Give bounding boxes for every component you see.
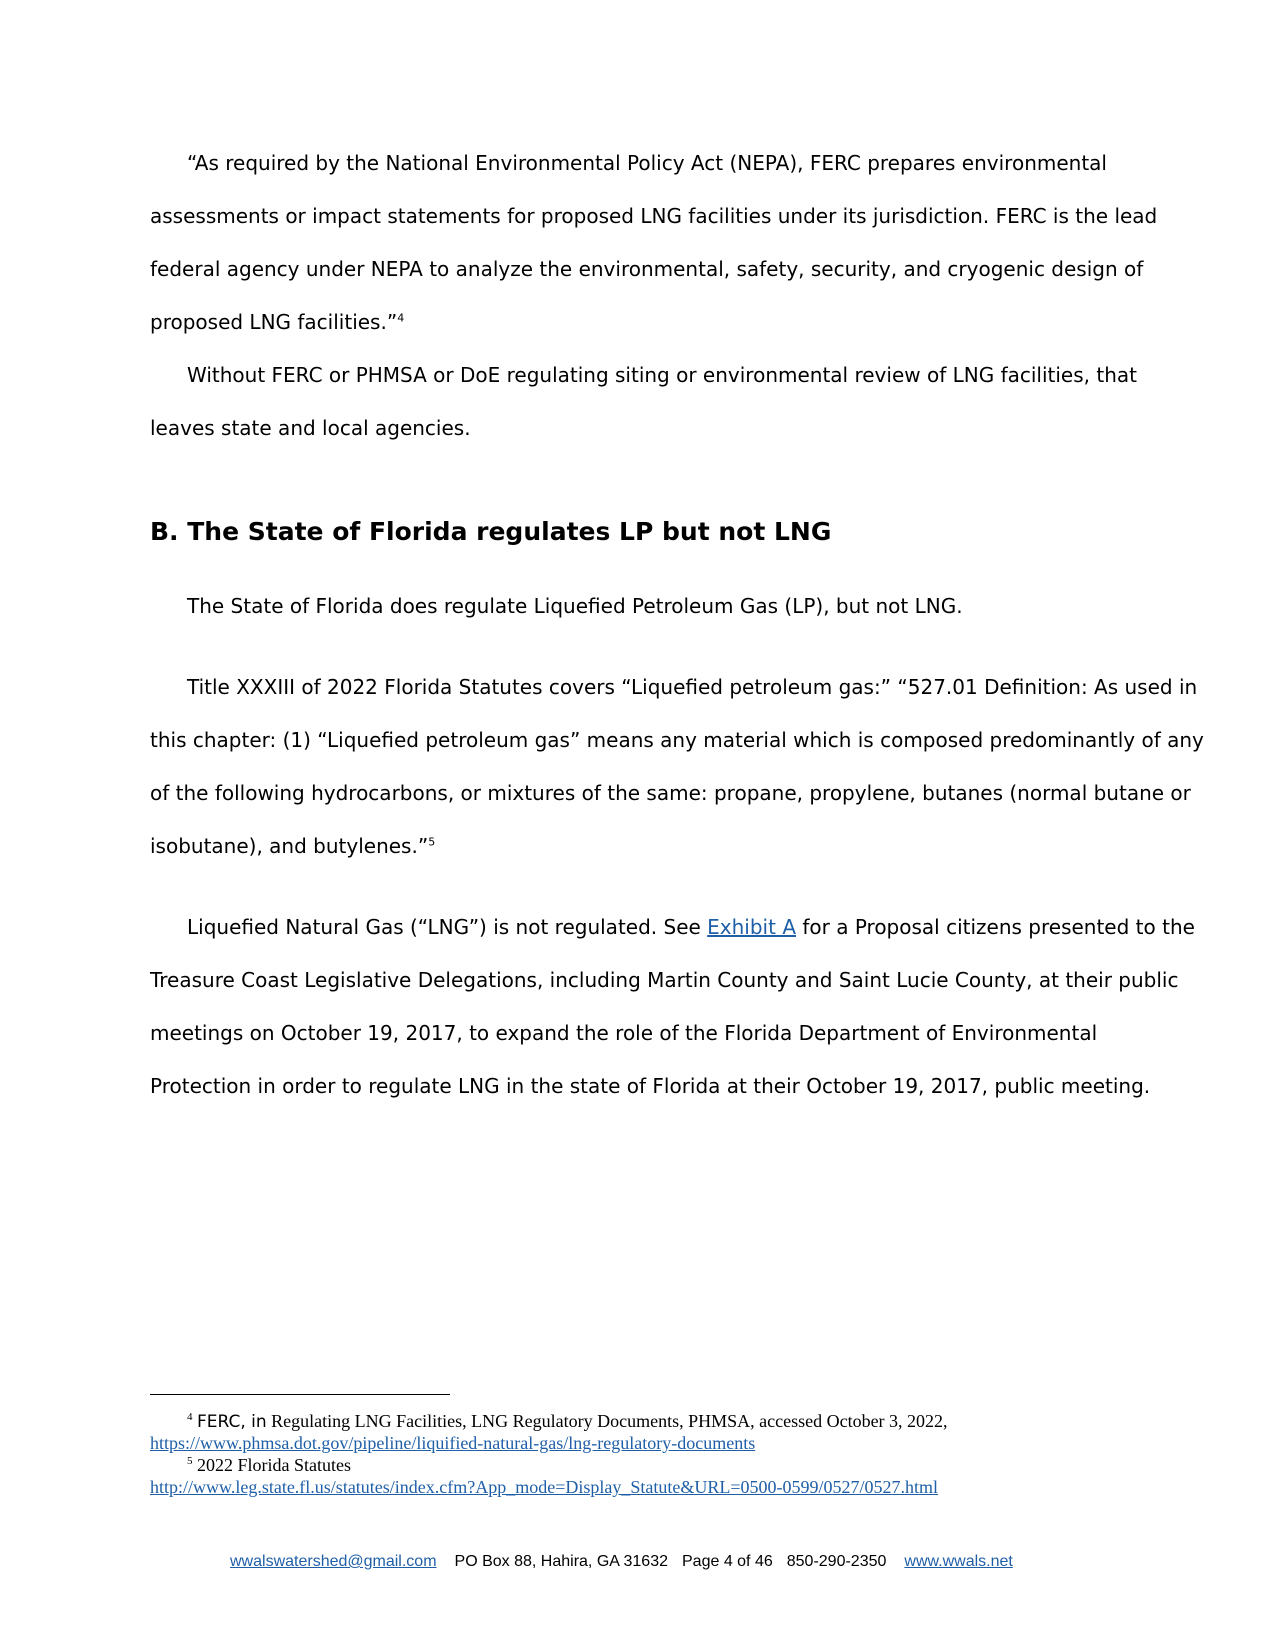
section-heading: B. The State of Florida regulates LP but not LNG [150,517,832,546]
paragraph-3-line-1: The State of Florida does regulate Liquefied Petroleum Gas (LP), but not LNG. [187,594,963,618]
footer-email-link[interactable]: wwalswatershed@gmail.com [230,1553,437,1570]
paragraph-4-line-4 [150,833,435,859]
paragraph-4-line-3: of the following hydrocarbons, or mixtures of the same: propane, propylene, butanes (normal butane or [150,781,1191,805]
paragraph-1-line-2: assessments or impact statements for proposed LNG facilities under its jurisdiction. FERC is the lead [150,204,1158,228]
footnote-5-url-link[interactable]: http://www.leg.state.fl.us/statutes/index.cfm?App_mode=Display_Statute&URL=0500-0599/0527/0527.html [150,1477,939,1497]
page-footer [230,1552,1013,1572]
paragraph-4-line-2: this chapter: (1) “Liquefied petroleum gas” means any material which is composed predominantly of any [150,728,1204,752]
footnote-4-number: 4 [187,1411,193,1423]
footer-address: PO Box 88, Hahira, GA 31632 [454,1553,668,1570]
footnote-5 [187,1454,351,1476]
paragraph-5-line-4: Protection in order to regulate LNG in the state of Florida at their October 19, 2017, public meeting. [150,1074,1151,1098]
paragraph-5-text-before-link: Liquefied Natural Gas (“LNG”) is not regulated. See [187,915,708,939]
footnote-4-lead: FERC, in [197,1412,267,1432]
footnote-ref-5[interactable]: 5 [428,835,436,849]
footer-phone: 850-290-2350 [786,1553,887,1570]
exhibit-a-link[interactable]: Exhibit A [707,915,796,939]
paragraph-5-text-after-link: for a Proposal citizens presented to the [796,915,1195,939]
paragraph-1-line-4-text: proposed LNG facilities.” [150,310,398,334]
footnote-4-text: Regulating LNG Facilities, LNG Regulatory Documents, PHMSA, accessed October 3, 2022, [266,1411,948,1431]
footnote-5-number: 5 [187,1455,193,1467]
footnote-separator [150,1394,450,1395]
paragraph-2-line-1: Without FERC or PHMSA or DoE regulating siting or environmental review of LNG facilities, that [187,363,1137,387]
footer-page-number: Page 4 of 46 [682,1553,773,1570]
footnote-5-text: 2022 Florida Statutes [197,1455,351,1475]
footnote-4 [187,1410,948,1433]
paragraph-1-line-1: “As required by the National Environmental Policy Act (NEPA), FERC prepares environmental [187,151,1107,175]
paragraph-5-line-2: Treasure Coast Legislative Delegations, including Martin County and Saint Lucie County, at their public [150,968,1179,992]
paragraph-1-line-4 [150,309,404,335]
paragraph-4-line-1: Title XXXIII of 2022 Florida Statutes covers “Liquefied petroleum gas:” “527.01 Definition: As used in [187,675,1198,699]
paragraph-4-line-4-text: isobutane), and butylenes.” [150,834,429,858]
paragraph-2-line-2: leaves state and local agencies. [150,416,471,440]
paragraph-5-line-3: meetings on October 19, 2017, to expand the role of the Florida Department of Environmental [150,1021,1098,1045]
footer-website-link[interactable]: www.wwals.net [904,1553,1013,1570]
footnote-ref-4[interactable]: 4 [397,311,405,325]
paragraph-5-line-1 [187,914,1195,940]
footnote-4-url-link[interactable]: https://www.phmsa.dot.gov/pipeline/liquified-natural-gas/lng-regulatory-documents [150,1433,756,1453]
paragraph-1-line-3: federal agency under NEPA to analyze the environmental, safety, security, and cryogenic design of [150,257,1144,281]
